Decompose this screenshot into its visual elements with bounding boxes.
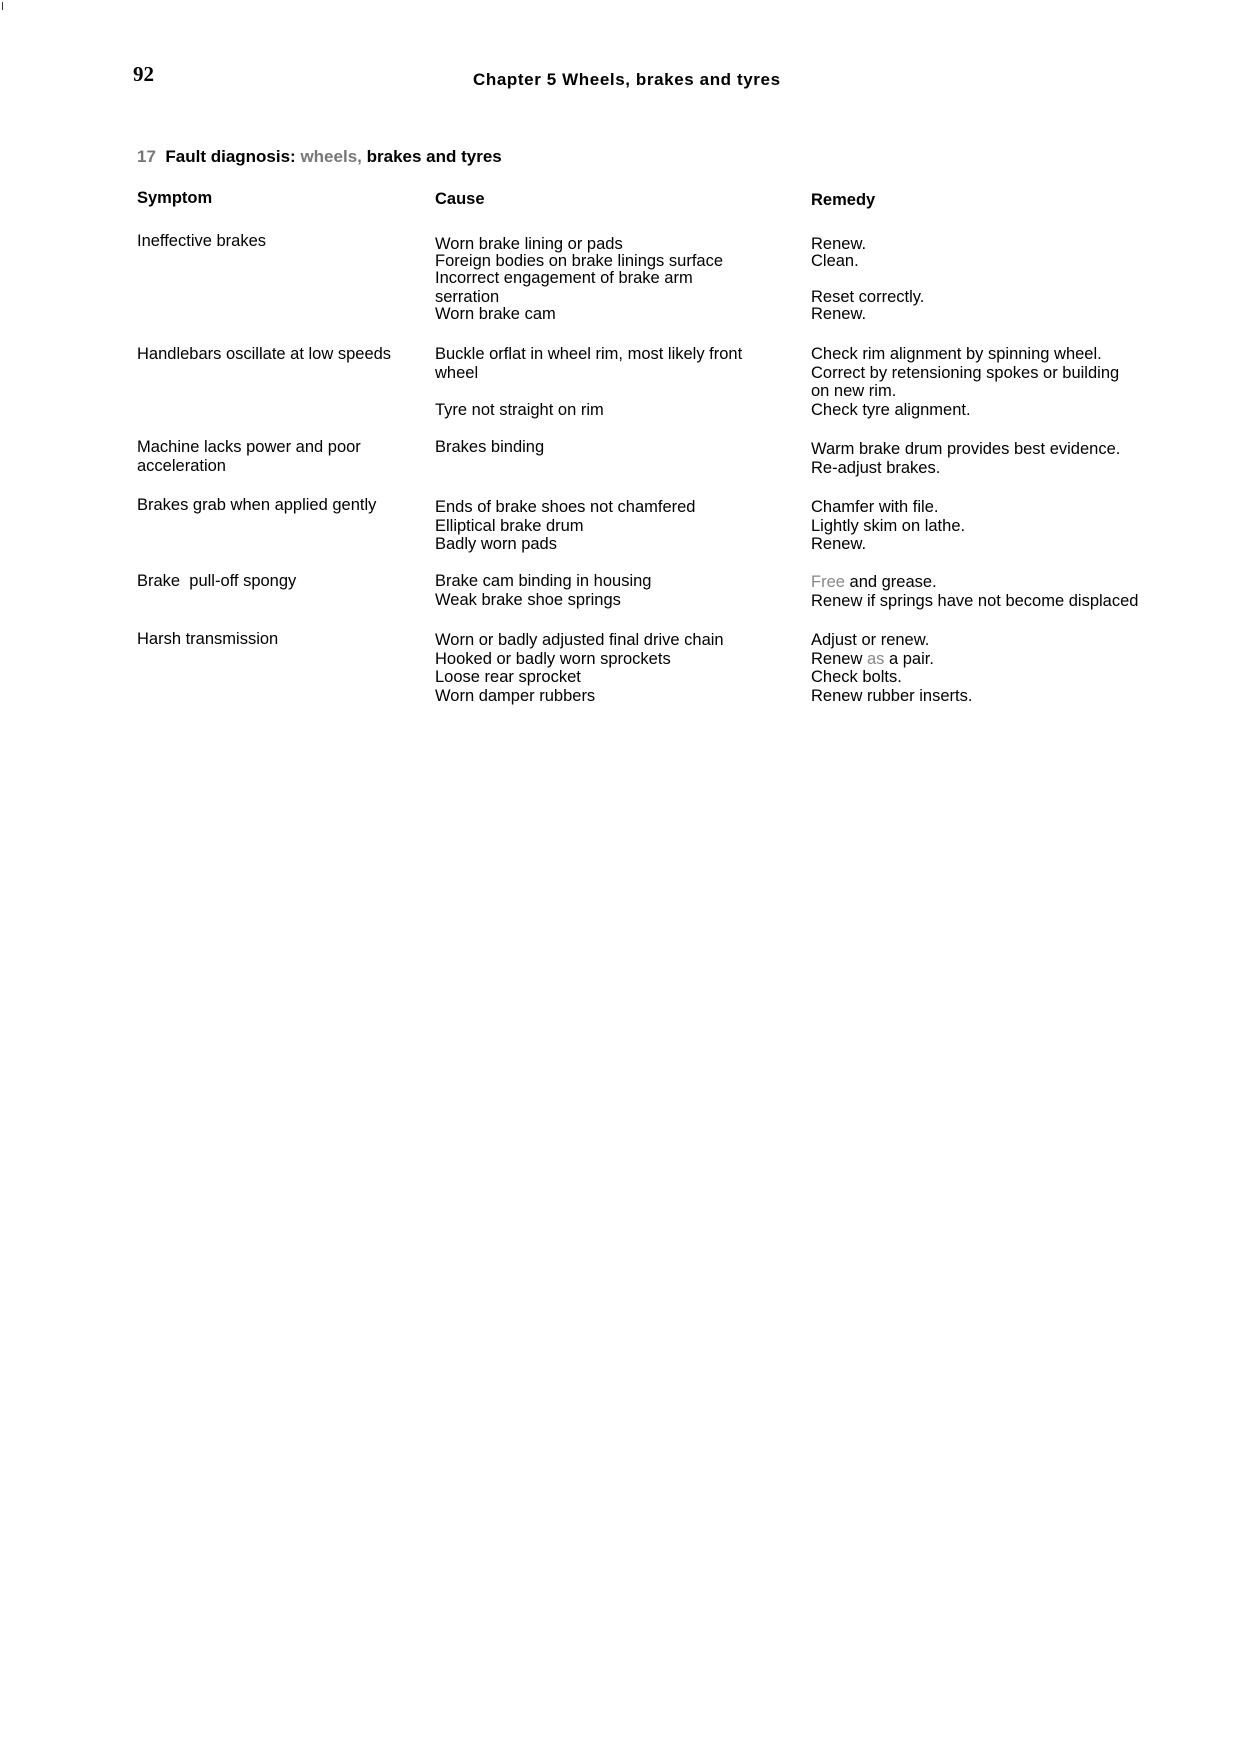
symptom-line: Brakes grab when applied gently bbox=[137, 496, 377, 514]
cause-line: Worn damper rubbers bbox=[435, 686, 596, 705]
symptom-line: acceleration bbox=[137, 456, 226, 475]
remedy-line bbox=[811, 650, 1151, 669]
remedy-cell bbox=[811, 631, 1151, 705]
cause-line: Worn brake lining or pads bbox=[435, 235, 623, 253]
remedy-line: Adjust or renew. bbox=[811, 631, 930, 649]
remedy-as-word: as bbox=[866, 649, 885, 668]
cause-line bbox=[435, 382, 775, 401]
symptom-cell bbox=[137, 438, 422, 475]
remedy-line: Renew rubber inserts. bbox=[811, 686, 973, 705]
cause-cell bbox=[435, 345, 775, 419]
remedy-line: Correct by retensioning spokes or building bbox=[811, 363, 1120, 382]
remedy-line: Renew. bbox=[811, 535, 867, 553]
cause-line: Foreign bodies on brake linings surface bbox=[435, 251, 724, 270]
remedy-line: Re-adjust brakes. bbox=[811, 458, 941, 477]
remedy-line: on new rim. bbox=[811, 382, 897, 400]
remedy-renew-word: Renew bbox=[811, 649, 867, 668]
symptom-cell bbox=[137, 572, 422, 591]
remedy-line bbox=[811, 269, 1151, 287]
remedy-cell bbox=[811, 345, 1151, 419]
remedy-line: Reset correctly. bbox=[811, 287, 925, 306]
remedy-line bbox=[811, 573, 1151, 592]
remedy-free-rest: and grease. bbox=[844, 573, 937, 591]
section-title-part-b: wheels, bbox=[300, 147, 362, 166]
cause-line: Incorrect engagement of brake arm bbox=[435, 269, 693, 287]
section-title bbox=[137, 147, 502, 167]
symptom-cell bbox=[137, 496, 422, 515]
cause-line: Tyre not straight on rim bbox=[435, 400, 604, 419]
symptom-line: Brake pull-off spongy bbox=[137, 572, 297, 590]
remedy-cell bbox=[811, 498, 1151, 554]
cause-line: Worn or badly adjusted final drive chain bbox=[435, 631, 724, 649]
remedy-line: Renew. bbox=[811, 305, 867, 323]
remedy-line: Warm brake drum provides best evidence. bbox=[811, 440, 1121, 458]
remedy-pair-word: a pair. bbox=[884, 649, 934, 668]
symptom-line: Handlebars oscillate at low speeds bbox=[137, 345, 392, 363]
cause-line: Elliptical brake drum bbox=[435, 516, 584, 535]
column-header-remedy: Remedy bbox=[811, 191, 876, 209]
cause-cell bbox=[435, 236, 775, 323]
remedy-line: Lightly skim on lathe. bbox=[811, 516, 966, 535]
scan-mark bbox=[2, 2, 3, 10]
remedy-cell bbox=[811, 440, 1151, 477]
remedy-free-word: Free bbox=[811, 573, 845, 591]
symptom-line: Ineffective brakes bbox=[137, 232, 267, 250]
cause-cell bbox=[435, 631, 775, 705]
section-number: 17 bbox=[137, 147, 156, 166]
remedy-line: Clean. bbox=[811, 251, 859, 270]
symptom-cell bbox=[137, 630, 422, 649]
symptom-line: Harsh transmission bbox=[137, 630, 279, 648]
remedy-line: Renew. bbox=[811, 235, 867, 253]
section-title-part-c: brakes and tyres bbox=[366, 147, 502, 166]
remedy-line: Chamfer with file. bbox=[811, 498, 939, 516]
remedy-line: Renew if springs have not become displaced bbox=[811, 591, 1139, 610]
remedy-line: Check tyre alignment. bbox=[811, 400, 971, 419]
column-header-symptom: Symptom bbox=[137, 189, 213, 207]
remedy-cell bbox=[811, 236, 1151, 323]
remedy-cell bbox=[811, 573, 1151, 610]
cause-cell bbox=[435, 498, 775, 554]
symptom-line: Machine lacks power and poor bbox=[137, 438, 361, 456]
cause-cell bbox=[435, 572, 775, 609]
cause-line: Badly worn pads bbox=[435, 535, 557, 553]
section-title-part-a: Fault diagnosis: bbox=[165, 147, 296, 166]
cause-line: wheel bbox=[435, 363, 479, 382]
page-number: 92 bbox=[133, 62, 154, 86]
remedy-line: Check rim alignment by spinning wheel. bbox=[811, 345, 1102, 363]
cause-line: Hooked or badly worn sprockets bbox=[435, 649, 671, 668]
cause-line: Brake cam binding in housing bbox=[435, 572, 652, 590]
cause-line: Brakes binding bbox=[435, 438, 545, 456]
cause-cell bbox=[435, 438, 775, 457]
symptom-cell bbox=[137, 345, 422, 364]
symptom-cell bbox=[137, 232, 422, 251]
cause-line: Ends of brake shoes not chamfered bbox=[435, 498, 696, 516]
column-header-cause: Cause bbox=[435, 190, 485, 208]
cause-line: serration bbox=[435, 287, 500, 306]
cause-line: Buckle orflat in wheel rim, most likely front bbox=[435, 345, 743, 363]
cause-line: Weak brake shoe springs bbox=[435, 590, 621, 609]
cause-line: Loose rear sprocket bbox=[435, 668, 581, 686]
cause-line: Worn brake cam bbox=[435, 305, 556, 323]
chapter-heading: Chapter 5 Wheels, brakes and tyres bbox=[473, 70, 781, 89]
remedy-line: Check bolts. bbox=[811, 668, 902, 686]
